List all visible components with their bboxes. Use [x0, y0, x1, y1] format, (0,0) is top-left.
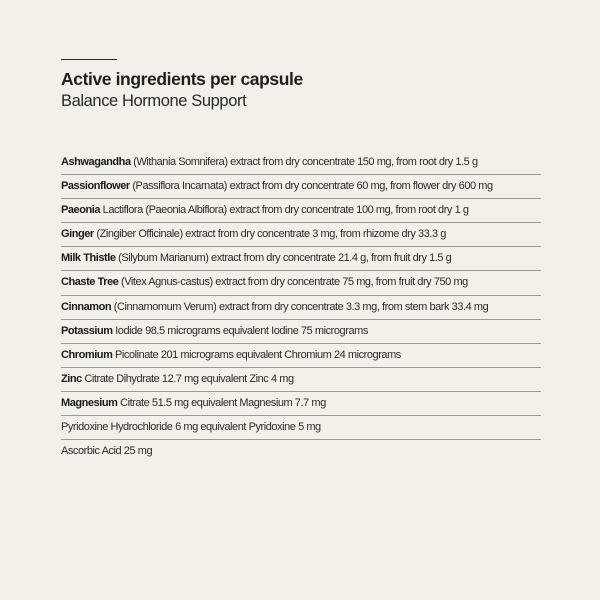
ingredient-row-paeonia [61, 199, 541, 223]
ingredient-detail: (Cinnamomum Verum) extract from dry concentrate 3.3 mg, from stem bark 33.4 mg [111, 300, 489, 313]
ingredient-name: Ashwagandha [61, 156, 131, 168]
ingredient-detail: Citrate Dihydrate 12.7 mg equivalent Zinc 4 mg [81, 372, 294, 385]
page-title: Active ingredients per capsule [61, 69, 303, 89]
ingredient-detail: Lactiflora (Paeonia Albiflora) extract from dry concentrate 100 mg, from root dry 1 g [100, 204, 469, 217]
ingredient-row-passionflower [61, 175, 541, 199]
ingredient-detail: (Passiflora Incarnata) extract from dry concentrate 60 mg, from flower dry 600 mg [129, 180, 493, 193]
ingredient-row-ginger [61, 223, 541, 247]
ingredient-row-cinnamon [61, 296, 541, 320]
ingredient-name: Ginger [61, 228, 94, 241]
ingredient-row-ashwagandha [61, 151, 541, 175]
ingredient-row-magnesium [61, 392, 541, 416]
ingredient-name: Passionflower [61, 180, 130, 193]
ingredient-row-milk-thistle [61, 247, 541, 271]
ingredient-name: Potassium [61, 324, 113, 337]
ingredient-detail: Pyridoxine Hydrochloride 6 mg equivalent Pyridoxine 5 mg [61, 421, 321, 434]
ingredient-row-chromium [61, 344, 541, 368]
ingredient-row-potassium [61, 320, 541, 344]
ingredient-name: Zinc [61, 372, 82, 385]
ingredient-row-pyridoxine [61, 416, 541, 440]
ingredient-detail: Citrate 51.5 mg equivalent Magnesium 7.7 mg [117, 396, 326, 409]
product-name: Balance Hormone Support [61, 92, 247, 110]
ingredient-name: Magnesium [61, 396, 118, 409]
ingredient-row-ascorbic-acid [61, 440, 541, 464]
decorative-rule [61, 59, 117, 60]
ingredient-name: Cinnamon [61, 300, 112, 313]
ingredient-name: Paeonia [61, 204, 101, 217]
ingredient-name: Chaste Tree [61, 276, 119, 289]
ingredient-detail: (Zingiber Officinale) extract from dry concentrate 3 mg, from rhizome dry 33.3 g [93, 228, 446, 241]
ingredient-detail: (Silybum Marianum) extract from dry concentrate 21.4 g, from fruit dry 1.5 g [115, 252, 452, 265]
ingredient-detail: Picolinate 201 micrograms equivalent Chromium 24 micrograms [112, 348, 401, 361]
ingredient-row-zinc [61, 368, 541, 392]
ingredient-detail: (Withania Somnifera) extract from dry concentrate 150 mg, from root dry 1.5 g [130, 156, 478, 168]
ingredient-name: Chromium [61, 348, 113, 361]
ingredient-row-chaste-tree [61, 271, 541, 295]
ingredient-detail: (Vitex Agnus-castus) extract from dry concentrate 75 mg, from fruit dry 750 mg [118, 276, 468, 289]
ingredient-name: Milk Thistle [61, 252, 116, 265]
ingredient-detail: Ascorbic Acid 25 mg [61, 445, 153, 458]
ingredient-detail: Iodide 98.5 micrograms equivalent Iodine 75 micrograms [112, 324, 368, 337]
ingredient-list [61, 151, 541, 464]
